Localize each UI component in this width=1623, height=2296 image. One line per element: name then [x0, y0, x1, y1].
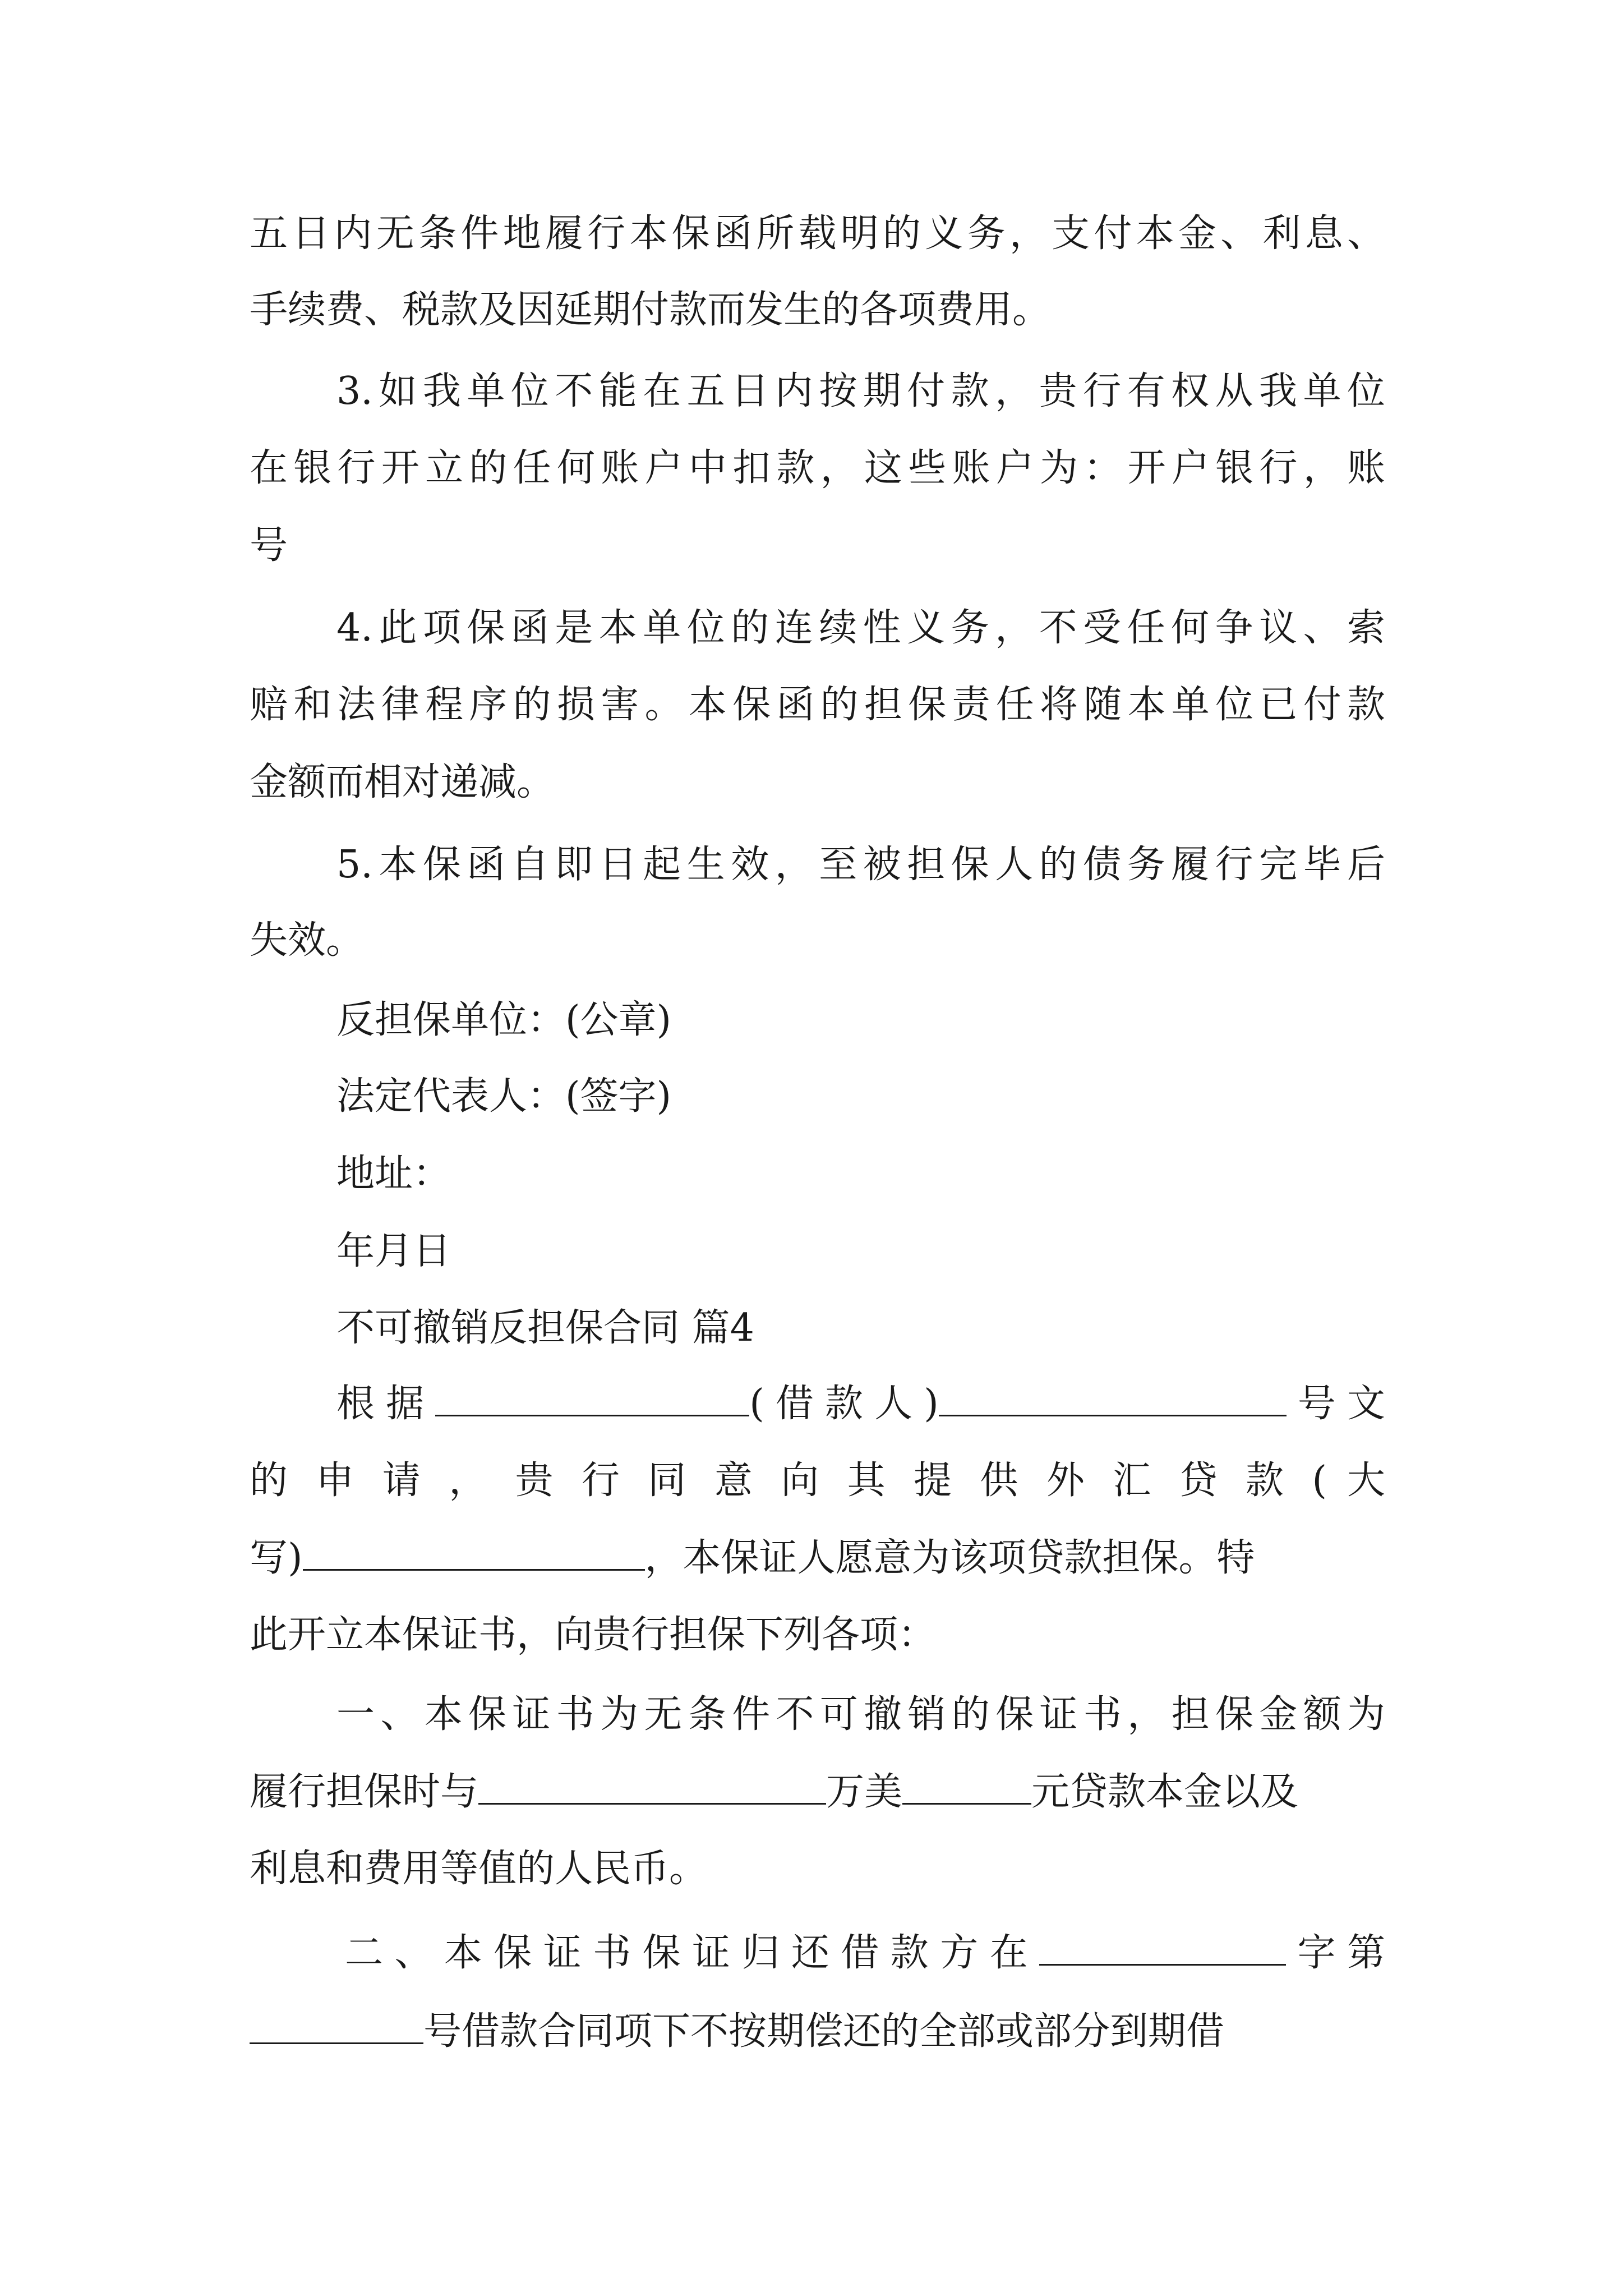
text-line: 五日内无条件地履行本保函所载明的义务，支付本金、利息、: [250, 211, 1385, 256]
text-line: 赔和法律程序的损害。本保函的担保责任将随本单位已付款: [250, 683, 1385, 727]
clause-4: 4.此项保函是本单位的连续性义务，不受任何争议、索: [336, 606, 1385, 650]
text-segment: 万美: [826, 1770, 903, 1814]
clause-3: 3.如我单位不能在五日内按期付款，贵行有权从我单位: [336, 369, 1385, 413]
text-segment: 根据: [336, 1382, 436, 1426]
blank-field: [303, 1534, 645, 1571]
blank-field: [435, 1380, 749, 1416]
item-1-line-2: [250, 1767, 1385, 1818]
blank-field: [250, 2008, 423, 2044]
apply-line-4: 此开立本保证书，向贵行担保下列各项：: [250, 1613, 937, 1657]
date-label: 年月日: [336, 1229, 451, 1273]
item-1-line-3: 利息和费用等值的人民币。: [250, 1847, 708, 1891]
blank-field: [902, 1768, 1031, 1805]
counter-guarantor-seal: 反担保单位：(公章): [336, 998, 672, 1042]
apply-line-3: [250, 1533, 1385, 1584]
clause-5: 5.本保函自即日起生效，至被担保人的债务履行完毕后: [336, 843, 1385, 887]
item-2-line-2: [250, 2007, 1385, 2057]
text-line: 在银行开立的任何账户中扣款，这些账户为：开户银行，账: [250, 446, 1385, 490]
blank-field: [478, 1768, 826, 1805]
text-segment: 元贷款本金以及: [1031, 1770, 1299, 1814]
text-line: 手续费、税款及因延期付款而发生的各项费用。: [250, 288, 1051, 332]
text-line: 号: [250, 523, 288, 568]
item-2-line-1: [345, 1928, 1385, 1978]
address-label: 地址：: [336, 1152, 451, 1196]
apply-line-2: 的 申 请 ， 贵 行 同 意 向 其 提 供 外 汇 贷 款 ( 大: [250, 1458, 1385, 1503]
text-line: 金额而相对递减。: [250, 760, 555, 804]
text-line: 失效。: [250, 918, 365, 963]
text-segment: (借款人): [749, 1382, 939, 1426]
text-segment: 号借款合同项下不按期偿还的全部或部分到期借: [423, 2009, 1225, 2054]
text-segment: 写): [250, 1536, 303, 1580]
text-segment: 号文: [1286, 1382, 1385, 1426]
text-segment: ，本保证人愿意为该项贷款担保。特: [644, 1536, 1255, 1580]
apply-line-1: [336, 1379, 1385, 1429]
blank-field: [939, 1380, 1287, 1416]
blank-field: [1039, 1929, 1286, 1966]
item-1-line-1: 一、本保证书为无条件不可撤销的保证书，担保金额为: [336, 1692, 1385, 1737]
text-segment: 字第: [1286, 1931, 1385, 1975]
legal-representative-signature: 法定代表人：(签字): [336, 1074, 672, 1119]
text-segment: 履行担保时与: [250, 1770, 479, 1814]
section-title: 不可撤销反担保合同 篇4: [336, 1306, 754, 1350]
text-segment: 二、本保证书保证归还借款方在: [345, 1931, 1040, 1975]
